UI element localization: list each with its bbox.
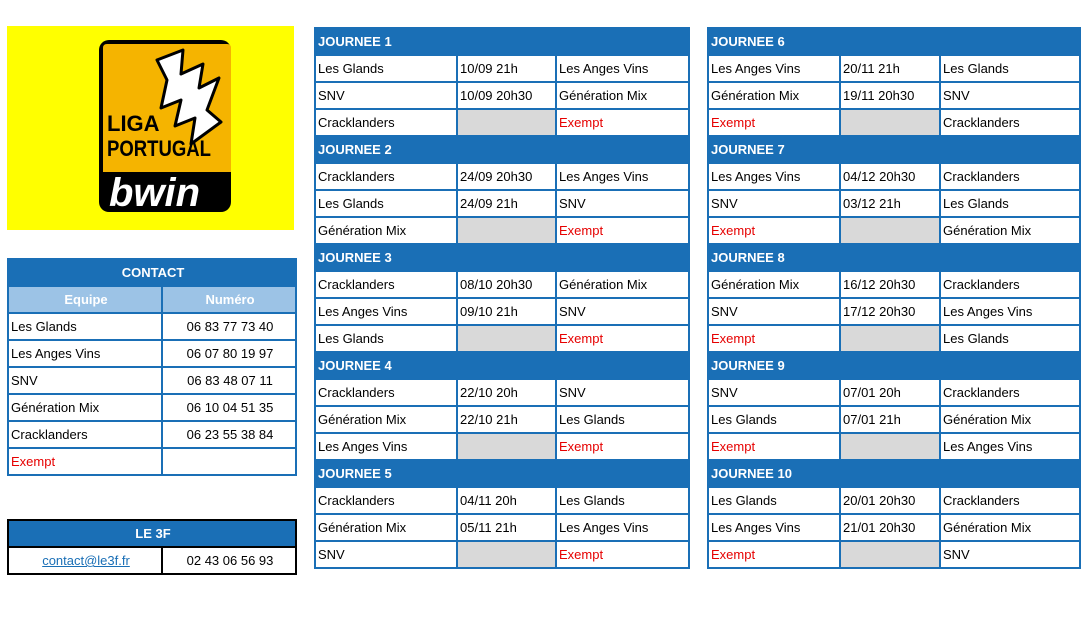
contact-row — [8, 313, 296, 340]
match-date: 17/12 20h30 — [840, 298, 940, 325]
match-row — [315, 271, 689, 298]
match-away: Les Glands — [940, 190, 1080, 217]
contact-phone: 06 23 55 38 84 — [162, 421, 296, 448]
league-logo — [7, 26, 294, 230]
match-row — [315, 163, 689, 190]
match-away: Génération Mix — [940, 514, 1080, 541]
match-home: Les Glands — [315, 190, 457, 217]
contact-phone: 06 07 80 19 97 — [162, 340, 296, 367]
match-row — [708, 298, 1080, 325]
contact-phone — [162, 448, 296, 475]
match-row — [315, 406, 689, 433]
contact-subheader-row — [8, 286, 296, 313]
contact-row — [8, 394, 296, 421]
match-away: Cracklanders — [940, 163, 1080, 190]
contact-row — [8, 340, 296, 367]
match-row — [315, 514, 689, 541]
match-date: 21/01 20h30 — [840, 514, 940, 541]
journee-header — [708, 28, 1080, 55]
match-date: 24/09 20h30 — [457, 163, 556, 190]
match-date: 10/09 20h30 — [457, 82, 556, 109]
match-away: SNV — [940, 82, 1080, 109]
schedule-table-right — [707, 27, 1081, 569]
contact-team: SNV — [8, 367, 162, 394]
contact-team: Les Anges Vins — [8, 340, 162, 367]
logo-line1: LIGA — [107, 111, 160, 136]
logo-line3: bwin — [109, 171, 201, 215]
match-away: Génération Mix — [556, 82, 689, 109]
journee-header — [708, 460, 1080, 487]
match-home: Exempt — [708, 217, 840, 244]
match-home: Génération Mix — [708, 271, 840, 298]
match-date: 08/10 20h30 — [457, 271, 556, 298]
match-away: Cracklanders — [940, 271, 1080, 298]
match-row — [708, 271, 1080, 298]
match-date — [457, 325, 556, 352]
journee-header — [315, 136, 689, 163]
match-away: Exempt — [556, 325, 689, 352]
match-date — [840, 109, 940, 136]
contact-phone: 06 10 04 51 35 — [162, 394, 296, 421]
match-row — [315, 109, 689, 136]
journee-header — [708, 244, 1080, 271]
match-away: SNV — [556, 379, 689, 406]
match-date — [840, 325, 940, 352]
match-home: Les Glands — [315, 55, 457, 82]
contact-team: Génération Mix — [8, 394, 162, 421]
contact-row — [8, 448, 296, 475]
match-date: 19/11 20h30 — [840, 82, 940, 109]
match-date — [457, 109, 556, 136]
match-home: Exempt — [708, 433, 840, 460]
le3f-table — [7, 519, 297, 575]
le3f-title: LE 3F — [8, 520, 296, 547]
match-row — [708, 433, 1080, 460]
journee-title: JOURNEE 5 — [315, 460, 689, 487]
match-home: Les Anges Vins — [708, 163, 840, 190]
contact-row — [8, 367, 296, 394]
contact-table — [7, 258, 297, 476]
match-home: Génération Mix — [708, 82, 840, 109]
liga-portugal-logo-icon — [7, 26, 294, 230]
match-away: Les Glands — [556, 406, 689, 433]
match-date — [457, 217, 556, 244]
match-date — [840, 217, 940, 244]
match-home: Les Glands — [708, 406, 840, 433]
match-row — [315, 541, 689, 568]
match-home: Les Glands — [315, 325, 457, 352]
match-away: Cracklanders — [940, 109, 1080, 136]
match-home: Génération Mix — [315, 406, 457, 433]
match-date: 20/11 21h — [840, 55, 940, 82]
match-home: SNV — [315, 82, 457, 109]
match-away: SNV — [940, 541, 1080, 568]
match-row — [315, 487, 689, 514]
match-away: Cracklanders — [940, 487, 1080, 514]
match-away: Exempt — [556, 217, 689, 244]
match-date — [840, 433, 940, 460]
match-home: Cracklanders — [315, 487, 457, 514]
match-home: Les Anges Vins — [315, 433, 457, 460]
journee-header — [708, 352, 1080, 379]
contact-header-row — [8, 259, 296, 286]
journee-title: JOURNEE 3 — [315, 244, 689, 271]
match-row — [315, 217, 689, 244]
match-home: Cracklanders — [315, 109, 457, 136]
match-date: 22/10 21h — [457, 406, 556, 433]
match-away: Les Anges Vins — [940, 298, 1080, 325]
match-row — [315, 298, 689, 325]
match-home: Exempt — [708, 325, 840, 352]
match-home: Les Anges Vins — [315, 298, 457, 325]
contact-team: Exempt — [8, 448, 162, 475]
match-home: Les Glands — [708, 487, 840, 514]
journee-header — [315, 352, 689, 379]
match-date: 20/01 20h30 — [840, 487, 940, 514]
match-home: Les Anges Vins — [708, 55, 840, 82]
contact-row — [8, 421, 296, 448]
match-home: SNV — [315, 541, 457, 568]
journee-header — [315, 28, 689, 55]
match-row — [708, 55, 1080, 82]
journee-title: JOURNEE 7 — [708, 136, 1080, 163]
match-row — [708, 82, 1080, 109]
contact-team: Cracklanders — [8, 421, 162, 448]
match-date: 24/09 21h — [457, 190, 556, 217]
journee-header — [708, 136, 1080, 163]
match-away: Les Glands — [940, 325, 1080, 352]
match-home: Cracklanders — [315, 379, 457, 406]
match-row — [315, 433, 689, 460]
match-away: Les Glands — [556, 487, 689, 514]
match-away: Les Anges Vins — [940, 433, 1080, 460]
contact-phone: 06 83 77 73 40 — [162, 313, 296, 340]
match-away: Les Anges Vins — [556, 163, 689, 190]
match-row — [708, 514, 1080, 541]
match-date: 05/11 21h — [457, 514, 556, 541]
email-cell — [8, 547, 162, 574]
contact-column-header: Equipe — [8, 286, 162, 313]
contact-column-header: Numéro — [162, 286, 296, 313]
match-row — [708, 406, 1080, 433]
match-date: 09/10 21h — [457, 298, 556, 325]
journee-title: JOURNEE 6 — [708, 28, 1080, 55]
match-row — [708, 163, 1080, 190]
match-row — [708, 487, 1080, 514]
match-away: Exempt — [556, 433, 689, 460]
match-date: 07/01 20h — [840, 379, 940, 406]
match-away: Les Anges Vins — [556, 55, 689, 82]
match-date: 22/10 20h — [457, 379, 556, 406]
match-home: Génération Mix — [315, 217, 457, 244]
match-home: SNV — [708, 379, 840, 406]
match-away: Génération Mix — [940, 406, 1080, 433]
match-row — [708, 109, 1080, 136]
journee-title: JOURNEE 8 — [708, 244, 1080, 271]
journee-title: JOURNEE 10 — [708, 460, 1080, 487]
journee-title: JOURNEE 9 — [708, 352, 1080, 379]
match-row — [315, 379, 689, 406]
match-home: SNV — [708, 190, 840, 217]
contact-title: CONTACT — [8, 259, 296, 286]
match-row — [708, 217, 1080, 244]
match-date — [457, 541, 556, 568]
logo-line2: PORTUGAL — [107, 136, 211, 161]
match-away: Génération Mix — [556, 271, 689, 298]
match-row — [708, 325, 1080, 352]
journee-title: JOURNEE 2 — [315, 136, 689, 163]
match-away: SNV — [556, 190, 689, 217]
journee-header — [315, 460, 689, 487]
match-away: SNV — [556, 298, 689, 325]
match-home: Cracklanders — [315, 271, 457, 298]
match-row — [315, 55, 689, 82]
match-home: Génération Mix — [315, 514, 457, 541]
match-home: SNV — [708, 298, 840, 325]
match-date: 10/09 21h — [457, 55, 556, 82]
match-row — [708, 190, 1080, 217]
match-row — [315, 190, 689, 217]
journee-title: JOURNEE 4 — [315, 352, 689, 379]
match-date: 16/12 20h30 — [840, 271, 940, 298]
contact-phone: 06 83 48 07 11 — [162, 367, 296, 394]
schedule-table-left — [314, 27, 690, 569]
contact-team: Les Glands — [8, 313, 162, 340]
match-date: 03/12 21h — [840, 190, 940, 217]
match-row — [315, 325, 689, 352]
match-date — [457, 433, 556, 460]
journee-header — [315, 244, 689, 271]
match-away: Les Glands — [940, 55, 1080, 82]
match-date — [840, 541, 940, 568]
match-away: Génération Mix — [940, 217, 1080, 244]
match-home: Les Anges Vins — [708, 514, 840, 541]
match-away: Les Anges Vins — [556, 514, 689, 541]
match-home: Exempt — [708, 109, 840, 136]
le3f-phone: 02 43 06 56 93 — [162, 547, 296, 574]
match-date: 07/01 21h — [840, 406, 940, 433]
journee-title: JOURNEE 1 — [315, 28, 689, 55]
match-row — [708, 541, 1080, 568]
match-home: Cracklanders — [315, 163, 457, 190]
match-row — [315, 82, 689, 109]
match-row — [708, 379, 1080, 406]
match-date: 04/11 20h — [457, 487, 556, 514]
match-away: Exempt — [556, 541, 689, 568]
match-away: Exempt — [556, 109, 689, 136]
email-link[interactable]: contact@le3f.fr — [42, 553, 130, 568]
match-date: 04/12 20h30 — [840, 163, 940, 190]
match-home: Exempt — [708, 541, 840, 568]
match-away: Cracklanders — [940, 379, 1080, 406]
